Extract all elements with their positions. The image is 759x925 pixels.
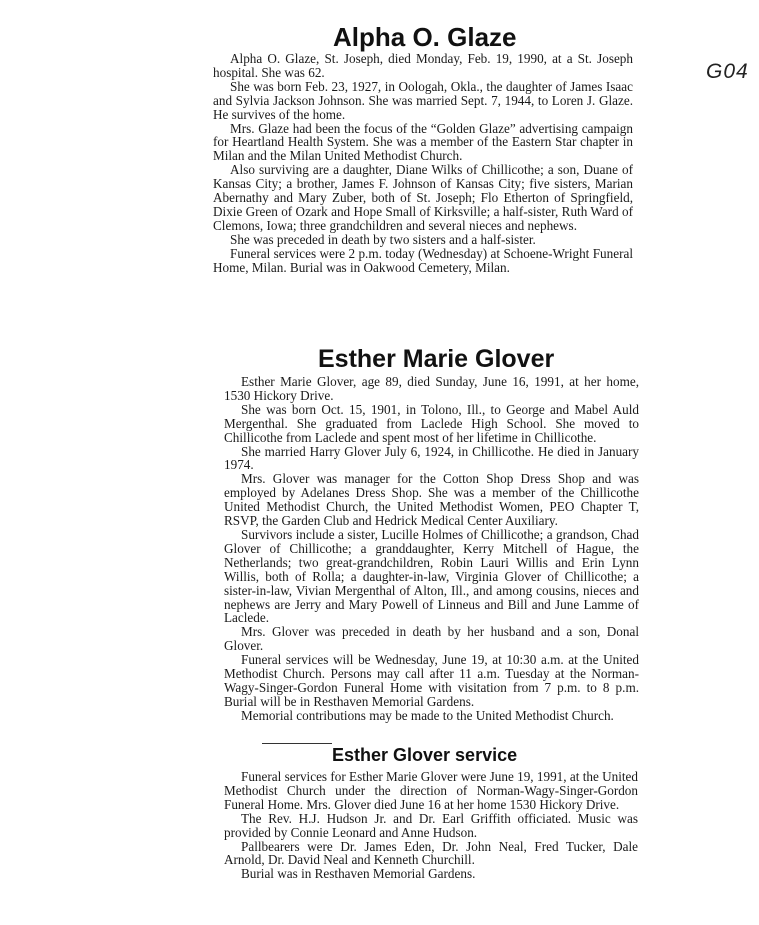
paragraph: Alpha O. Glaze, St. Joseph, died Monday, Feb. 19, 1990, at a St. Joseph hospital. She was 62. [213, 51, 633, 80]
obituary-headline-glover: Esther Marie Glover [318, 345, 555, 373]
paragraph: She was preceded in death by two sisters and a half-sister. [230, 231, 536, 247]
paragraph: Funeral services were 2 p.m. today (Wednesday) at Schoene-Wright Funeral Home, Milan. Burial was in Oakwood Cemetery, Milan. [213, 245, 633, 275]
obituary-body-glover [224, 375, 639, 723]
service-notice-body [224, 770, 638, 881]
paragraph: Mrs. Glover was preceded in death by her husband and a son, Donal Glover. [224, 624, 639, 654]
paragraph: Mrs. Glaze had been the focus of the “Golden Glaze” advertising campaign for Heartland Health System. She was a member of the Eastern Star chapter in Milan and the Milan United Methodist Church. [213, 120, 633, 164]
handwritten-margin-note: G04 [706, 60, 749, 83]
obituary-body-glaze [213, 52, 633, 275]
paragraph: Funeral services for Esther Marie Glover were June 19, 1991, at the United Methodist Church under the direction of Norman-Wagy-Singer-Gordon Funeral Home. Mrs. Glover died June 16 at her home 1530 Hickory Drive. [224, 769, 638, 812]
paragraph: Burial was in Resthaven Memorial Gardens. [241, 866, 476, 882]
service-headline-glover: Esther Glover service [332, 745, 518, 765]
paragraph: She was born Feb. 23, 1927, in Oologah, Okla., the daughter of James Isaac and Sylvia Jackson Johnson. She was married Sept. 7, 1944, to Loren J. Glaze. He survives of the home. [213, 78, 633, 122]
paragraph: Also surviving are a daughter, Diane Wilks of Chillicothe; a son, Duane of Kansas City; a brother, James F. Johnson of Kansas City; five sisters, Marian Abernathy and Mary Zuber, both of St. Joseph; Flo Etherton of Springfield, Dixie Green of Ozark and Hope Small of Kirksville; a half-sister, Ruth Ward of Clemons, Iowa; three grandchildren and several nieces and nephews. [213, 162, 633, 233]
paragraph: Memorial contributions may be made to the United Methodist Church. [241, 707, 614, 723]
paragraph: The Rev. H.J. Hudson Jr. and Dr. Earl Griffith officiated. Music was provided by Connie Leonard and Anne Hudson. [224, 810, 638, 840]
paragraph: She was born Oct. 15, 1901, in Tolono, Ill., to George and Mabel Auld Mergenthal. She graduated from Laclede High School. She moved to Chillicothe from Laclede and spent most of her lifetime in Chillicothe. [224, 401, 639, 445]
obituary-headline-glaze: Alpha O. Glaze [333, 22, 517, 52]
divider-rule [262, 743, 332, 744]
paragraph: Survivors include a sister, Lucille Holmes of Chillicothe; a grandson, Chad Glover of Chillicothe; a granddaughter, Kerry Mitchell of Hague, the Netherlands; two great-grandchildren, Robin Lauri Willis and Erin Lynn Willis, both of Rolla; a daughter-in-law, Virginia Glover of Chillicothe; a sister-in-law, Vivian Mergenthal of Alton, Ill., and among cousins, nieces and nephews are Jerry and Mary Powell of Linneus and Bill and June Lamme of Laclede. [224, 526, 639, 626]
paragraph: Funeral services will be Wednesday, June 19, at 10:30 a.m. at the United Methodist Church. Persons may call after 11 a.m. Tuesday at the Norman-Wagy-Singer-Gordon Funeral Home with visitation from 7 p.m. to 8 p.m. Burial will be in Resthaven Memorial Gardens. [224, 652, 639, 709]
paragraph: She married Harry Glover July 6, 1924, in Chillicothe. He died in January 1974. [224, 443, 639, 473]
paragraph: Pallbearers were Dr. James Eden, Dr. John Neal, Fred Tucker, Dale Arnold, Dr. David Neal and Kenneth Churchill. [224, 838, 638, 868]
paragraph: Mrs. Glover was manager for the Cotton Shop Dress Shop and was employed by Adelanes Dress Shop. She was a member of the Chillicothe United Methodist Church, the United Methodist Women, PEO Chapter T, RSVP, the Garden Club and Hedrick Medical Center Auxiliary. [224, 471, 639, 529]
paragraph: Esther Marie Glover, age 89, died Sunday, June 16, 1991, at her home, 1530 Hickory Drive. [224, 374, 639, 403]
